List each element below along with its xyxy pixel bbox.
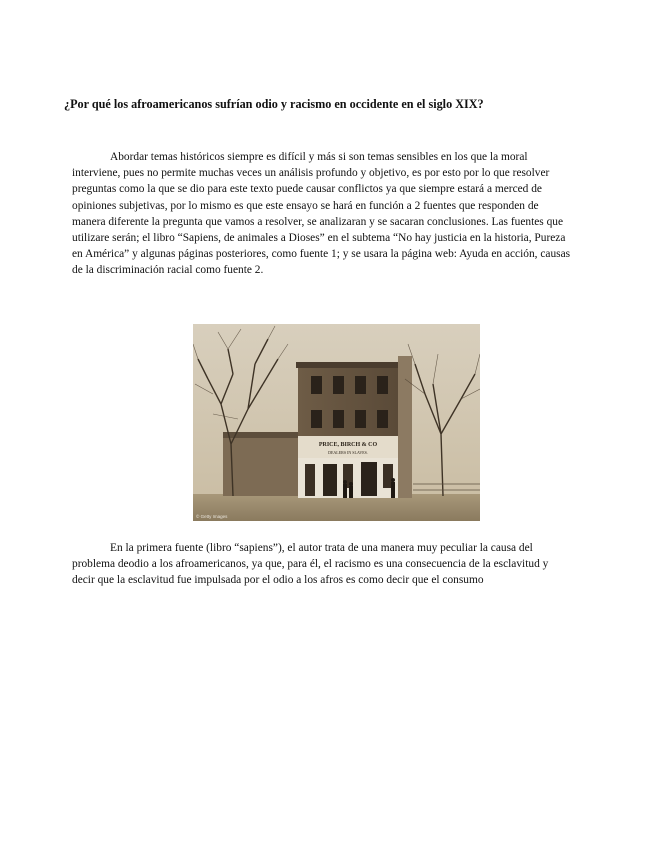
document-title: ¿Por qué los afroamericanos sufrían odio y racismo en occidente en el siglo XIX? (64, 97, 484, 111)
sign-sub-text: DEALERS IN SLAVES. (328, 450, 368, 455)
sign-main-text: PRICE, BIRCH & CO (318, 442, 378, 448)
historical-photo (193, 324, 480, 521)
photo-credit: © Getty Images (196, 514, 228, 519)
paragraph-source-one-text: En la primera fuente (libro “sapiens”), el autor trata de una manera muy peculiar la causa del problema deodio a los afroamericanos, ya que, para él, el racismo es una consecuencia de la esclavitud y decir que la esclavitud fue impulsada por el odio a los afros es como decir que el consumo (72, 542, 549, 587)
paragraph-intro-text: Abordar temas históricos siempre es difícil y más si son temas sensibles en los que la moral interviene, pues no permite muchas veces un análisis profundo y objetivo, es por esto por lo que resolver preguntas como la que se dio para este texto puede causar conflictos ya que siempre estará a merced de opiniones subjetivas, por lo mismo es que este ensayo se hará en función a 2 fuentes que responden de manera diferente la pregunta que vamos a resolver, se analizaran y se sacaran conclusiones. Las fuentes que utilizare serán; el libro “Sapiens, de animales a Dioses” en el subtema “No hay justicia en la historia, Pureza en América” y algunas páginas posteriores, como fuente 1; y se usara la página web: Ayuda en acción, causas de la discriminación racial como fuente 2. (72, 151, 571, 277)
paragraph-source-one (72, 540, 572, 589)
slave-pen-building-photo (193, 324, 480, 521)
paragraph-intro (72, 149, 572, 279)
